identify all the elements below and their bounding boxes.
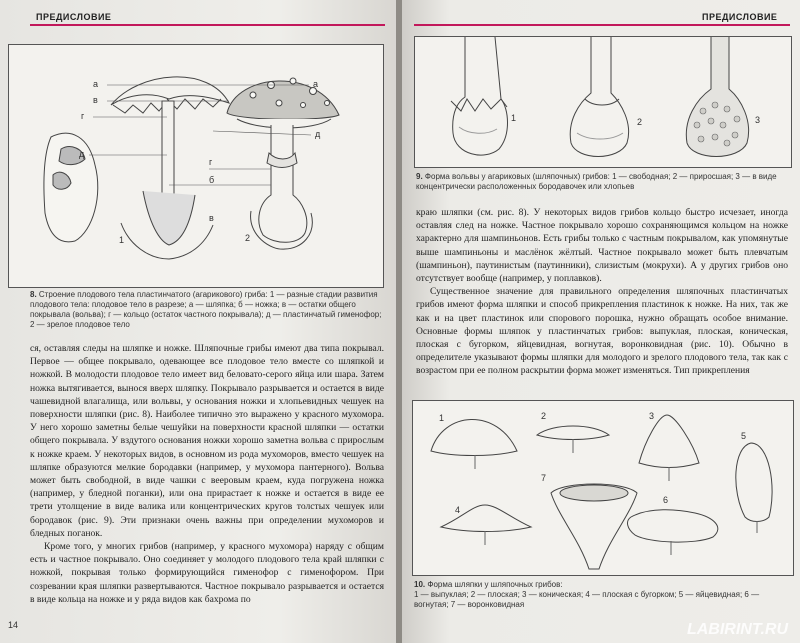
cap-label-7: 7 <box>541 473 547 483</box>
volva-free <box>451 37 508 155</box>
figure-9-illustration <box>415 37 791 167</box>
label-b: б <box>209 175 215 185</box>
label-d-right: д <box>315 129 321 139</box>
label-number-1: 1 <box>119 235 125 245</box>
left-paragraph-1: ся, оставляя следы на шляпке и ножке. Шляпочные грибы имеют два типа покрывал. Первое — общее покрывало, одевающее все плодовое тело вместе со шляпкой и ножкой. В молодости плодовое тело имеет вид беловато-серого яйца или шара. Затем ножка вытягивается, вынося вверх шляпку. Покрывало разрывается и остается в виде чашевидной влагалища, или вольвы, у основания ножки и хлопьевидных чешуек на поверхности шляпки (рис. 8). Наиболее типично это выражено у красного мухомора. У него хорошо заметны белые чешуйки на поверхности красной шляпки — остатки общего покрывала. У вздутого основания ножки хорошо заметна вольва с прирослым к ножке краем. У некоторых видов, в основном из рода мухоморов, вместо чешуек на шляпке образуются мелкие бородавки (например, у мухомора пантерного). Вольва может быть свободной, в виде чашки с вееровым краем, куда погружена ножка (например, у бледной поганки), или она прирастает к ножке и остается в виде ее трети утолщение в виде валика или концентрических кругов толстых чешуек или бородавок (рис. 9). Эти признаки очень важны при определении мухоморов и бледных поганок. <box>30 343 384 539</box>
left-page <box>0 0 398 643</box>
cap-flat <box>537 426 609 440</box>
label-v-right: в <box>209 213 214 223</box>
figure-9-caption <box>416 172 786 192</box>
watermark: LABIRINT.RU <box>686 621 788 638</box>
mature-amanita <box>227 78 339 249</box>
cap-label-2: 2 <box>541 411 547 421</box>
right-page <box>402 0 800 643</box>
label-d: д <box>79 149 85 159</box>
figure-10-caption-list: 1 — выпуклая; 2 — плоская; 3 — коническая; 4 — плоская с бугорком; 5 — яйцевидная; 6 — вогнутая; 7 — воронковидная <box>414 590 760 609</box>
cap-conical <box>639 415 699 468</box>
sectioned-fruit-body <box>111 77 229 259</box>
young-fruit-body <box>44 133 98 242</box>
volva-label-1: 1 <box>511 113 517 123</box>
right-body-text <box>416 206 788 378</box>
label-v: в <box>93 95 98 105</box>
right-paragraph-2: Существенное значение для правильного определения шляпочных пластинчатых грибов имеют форма шляпки и способ прикрепления пластинок к ножке. На них, так же как и на цвет пластинок или спорового порошка, нужно обращать особое внимание. Основные формы шляпок у пластинчатых грибов: выпуклая, плоская, коническая, плоская с бугорком, яйцевидная, вогнутая, воронковидная (рис. 10). Обычно в определителе указывают формы шляпки для молодого и зрелого плодового тела, так как с возрастом при ее полном раскрытии форма может изменяться. Тип прикрепления <box>416 286 788 377</box>
label-a: а <box>93 79 99 89</box>
figure-10-number: 10. <box>414 580 426 589</box>
figure-9-number: 9. <box>416 172 423 181</box>
cap-concave <box>628 510 718 542</box>
volva-attached <box>570 37 628 157</box>
figure-10 <box>412 400 794 576</box>
right-paragraph-1: краю шляпки (см. рис. 8). У некоторых видов грибов кольцо быстро исчезает, иногда оставляя след на ножке. Частное покрывало хорошо сохраняющимся кольцом на ножке характерно для шампиньонов. Есть грибы только с частным покрывалом, как упомянутые выше шампиньоны и маслёнок жёлтый. Частное покрывало может быть плевчатым (шампиньон), паутинистым (паутинники), слизистым (мокрухи). А у других грибов оно отсутствует вообще (например, у поплавков). <box>416 207 788 285</box>
label-g: г <box>81 111 85 121</box>
label-g-right: г <box>209 157 213 167</box>
figure-8 <box>8 44 384 288</box>
cap-label-4: 4 <box>455 505 461 515</box>
cap-label-1: 1 <box>439 413 445 423</box>
header-rule-right <box>414 24 790 26</box>
cap-convex <box>431 419 517 455</box>
cap-label-5: 5 <box>741 431 747 441</box>
figure-10-caption <box>414 580 790 610</box>
figure-8-caption-text: Строение плодового тела пластинчатого (агарикового) гриба: 1 — разные стадии развития плодового тела: плодовое тело в разрезе; а — шляпка; б — ножка; в — остатки общего покрывала (вольва); г — кольцо (остаток частного покрывала); д — пластинчатый гименофор; 2 — зрелое плодовое тело <box>30 290 382 329</box>
running-head-left: ПРЕДИСЛОВИЕ <box>36 12 112 22</box>
volva-label-2: 2 <box>637 117 643 127</box>
page-number: 14 <box>8 620 19 630</box>
label-a-right: а <box>313 79 319 89</box>
volva-label-3: 3 <box>755 115 761 125</box>
cap-label-6: 6 <box>663 495 669 505</box>
figure-8-number: 8. <box>30 290 37 299</box>
volva-warts <box>686 37 748 157</box>
running-head-right: ПРЕДИСЛОВИЕ <box>702 12 778 22</box>
cap-ovoid <box>736 443 772 522</box>
header-rule-left <box>30 24 385 26</box>
label-number-2: 2 <box>245 233 251 243</box>
figure-9-caption-text: Форма вольвы у агариковых (шляпочных) грибов: 1 — свободная; 2 — приросшая; 3 — в виде концентрически расположенных бородавочек или хлопьев <box>416 172 777 191</box>
cap-label-3: 3 <box>649 411 655 421</box>
figure-8-illustration <box>9 45 383 287</box>
figure-10-caption-text: Форма шляпки у шляпочных грибов: <box>427 580 563 589</box>
figure-8-caption <box>30 290 384 330</box>
left-body-text <box>30 342 384 606</box>
left-paragraph-2: Кроме того, у многих грибов (например, у красного мухомора) наряду с общим есть и частное покрывало. Оно соединяет у молодого плодового тела край шляпки с ножкой, покрывая только формирующийся гименофор с гименофором. При созревании края шляпки развертываются. Частное покрывало разрывается и остается в виде кольца на ножке и у ряда видов как бахрома по <box>30 541 384 605</box>
figure-9 <box>414 36 792 168</box>
cap-shapes <box>431 415 772 569</box>
figure-10-illustration <box>413 401 793 575</box>
